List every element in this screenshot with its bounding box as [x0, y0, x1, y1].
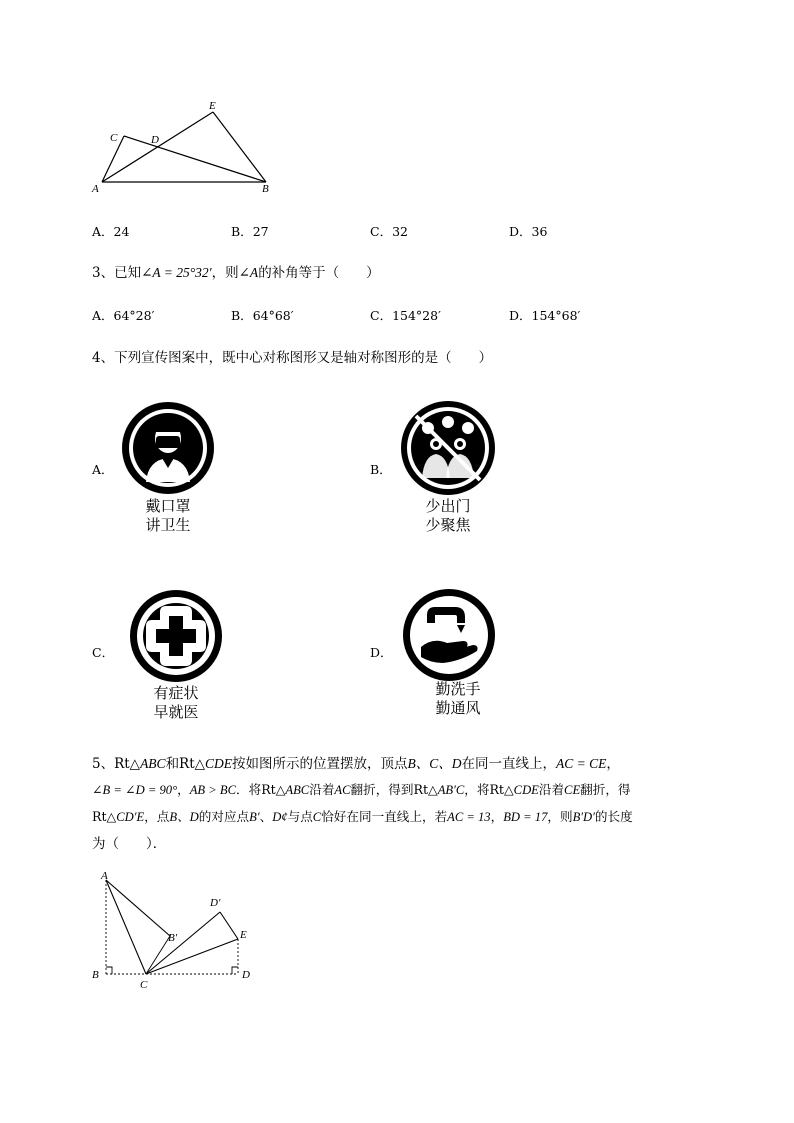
q4-option-c-label[interactable]: C．	[92, 645, 115, 660]
q5-line-4: 为（ ）．	[92, 836, 167, 852]
q4-option-a-caption: 戴口罩 讲卫生	[145, 497, 191, 534]
label-d-prime: D′	[210, 897, 221, 909]
q2-option-d[interactable]: D．36	[509, 224, 548, 239]
label-d: D	[151, 134, 159, 146]
q4-option-d-caption: 勤洗手 勤通风	[435, 680, 481, 717]
label-c: C	[140, 979, 148, 991]
label-c: C	[110, 132, 118, 144]
label-e: E	[240, 929, 247, 941]
segment-d-prime-e	[220, 912, 238, 939]
q5-line-3: Rt△CD′E，点B、D的对应点B′、D¢与点C恰好在同一直线上，若AC = 13，BD = 17，则B′D′的长度	[92, 809, 633, 824]
hand-washing-icon	[399, 585, 499, 685]
label-a: A	[101, 870, 108, 882]
segment-eb	[213, 112, 266, 182]
label-b-prime: B′	[168, 932, 178, 944]
medical-cross-icon	[126, 586, 226, 686]
q4-option-b-label[interactable]: B．	[370, 462, 392, 477]
mask-person-icon	[118, 398, 218, 498]
q5-line-2: ∠B = ∠D = 90°，AB > BC．将Rt△ABC沿着AC翻折，得到Rt△AB′C，将Rt△CDE沿着CE翻折，得	[92, 782, 631, 797]
q4-stem: 4、下列宣传图案中，既中心对称图形又是轴对称图形的是（ ）	[92, 350, 493, 366]
label-b: B	[92, 969, 99, 981]
crowd-icon	[398, 398, 498, 498]
q3-stem: 3、已知∠A = 25°32′，则∠A的补角等于（ ）	[92, 265, 380, 281]
segment-cb	[124, 136, 266, 182]
q3-option-d[interactable]: D．154°68′	[509, 308, 581, 323]
q3-option-c[interactable]: C．154°28′	[370, 308, 441, 323]
q2-option-c[interactable]: C．32	[370, 224, 408, 239]
label-b: B	[262, 183, 269, 195]
label-e: E	[209, 100, 216, 112]
label-a: A	[92, 183, 99, 195]
q3-option-a[interactable]: A．64°28′	[92, 308, 155, 323]
q5-line-1: 5、Rt△ABC和Rt△CDE按如图所示的位置摆放，顶点B、C、D在同一直线上，AC = CE，	[92, 756, 620, 772]
q4-option-b-caption: 少出门 少聚焦	[425, 497, 471, 534]
segment-ce	[146, 939, 238, 974]
q2-option-a[interactable]: A．24	[92, 224, 130, 239]
segment-cd-prime	[146, 912, 220, 974]
label-d: D	[242, 969, 250, 981]
q4-option-c-caption: 有症状 早就医	[153, 684, 199, 721]
segment-ab-prime	[106, 880, 170, 936]
q4-option-d-label[interactable]: D．	[370, 645, 393, 660]
q3-option-b[interactable]: B．64°68′	[231, 308, 294, 323]
triangle-figure-1	[88, 98, 283, 198]
triangle-figure-2	[88, 866, 268, 996]
q4-option-a-label[interactable]: A．	[92, 462, 114, 477]
q2-option-b[interactable]: B．27	[231, 224, 269, 239]
segment-ac	[106, 880, 146, 974]
